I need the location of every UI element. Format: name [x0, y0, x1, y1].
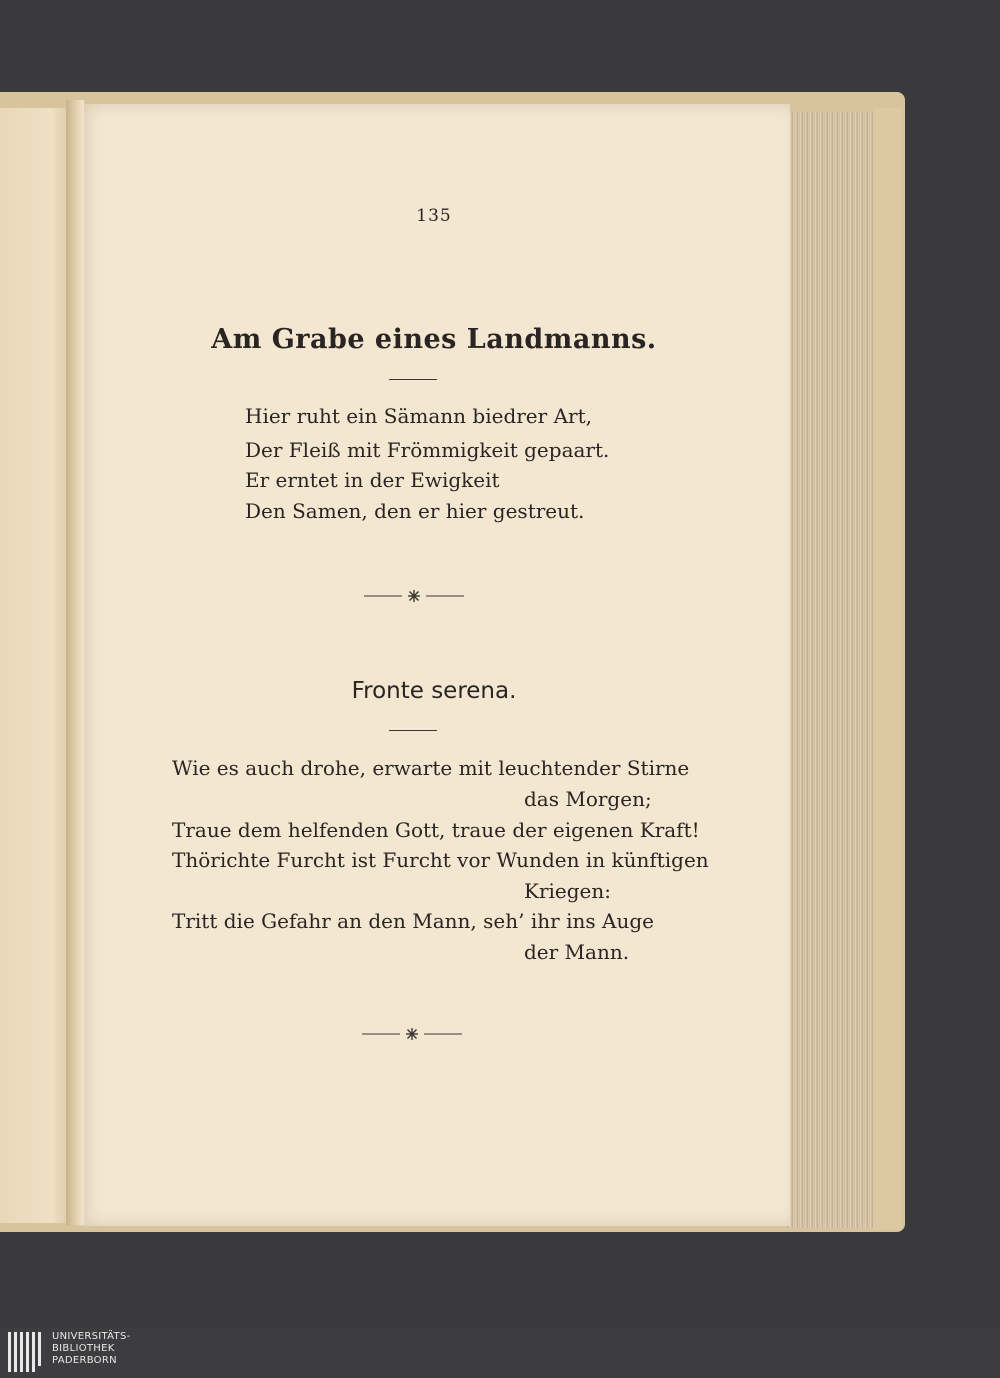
poem2-line: Thörichte Furcht ist Furcht vor Wunden in künftigen [172, 848, 709, 872]
title-rule [389, 379, 437, 380]
book-gutter [66, 100, 84, 1225]
right-page [78, 104, 790, 1226]
poem1-title: Am Grabe eines Landmanns. [211, 324, 657, 355]
logo-text-line: PADERBORN [52, 1355, 117, 1366]
library-logo-icon [8, 1330, 46, 1374]
poem2-line: Tritt die Gefahr an den Mann, seh’ ihr ins Auge [172, 909, 654, 933]
poem1-line: Hier ruht ein Sämann biedrer Art, [245, 404, 592, 428]
poem1-line: Der Fleiß mit Frömmigkeit gepaart. [245, 438, 610, 462]
footer-bar [0, 1328, 1000, 1378]
poem2-title: Fronte serena. [351, 678, 517, 704]
poem1-line: Er erntet in der Ewigkeit [245, 468, 500, 492]
poem2-line-continuation: Kriegen: [524, 879, 611, 903]
logo-text-line: UNIVERSITÄTS- [52, 1331, 131, 1342]
poem2-line: Wie es auch drohe, erwarte mit leuchtender Stirne [172, 756, 690, 780]
poem1-line: Den Samen, den er hier gestreut. [245, 499, 585, 523]
poem2-line-continuation: der Mann. [524, 940, 630, 964]
left-page [0, 108, 74, 1223]
star-ornament-icon [364, 589, 464, 603]
star-ornament-icon [362, 1027, 462, 1041]
logo-text-line: BIBLIOTHEK [52, 1343, 115, 1354]
poem2-line: Traue dem helfenden Gott, traue der eigenen Kraft! [172, 818, 700, 842]
page-number: 135 [416, 206, 452, 226]
title-rule [389, 730, 437, 731]
page-edges [784, 112, 880, 1228]
poem2-line-continuation: das Morgen; [524, 787, 652, 811]
cover-edge [874, 108, 902, 1230]
